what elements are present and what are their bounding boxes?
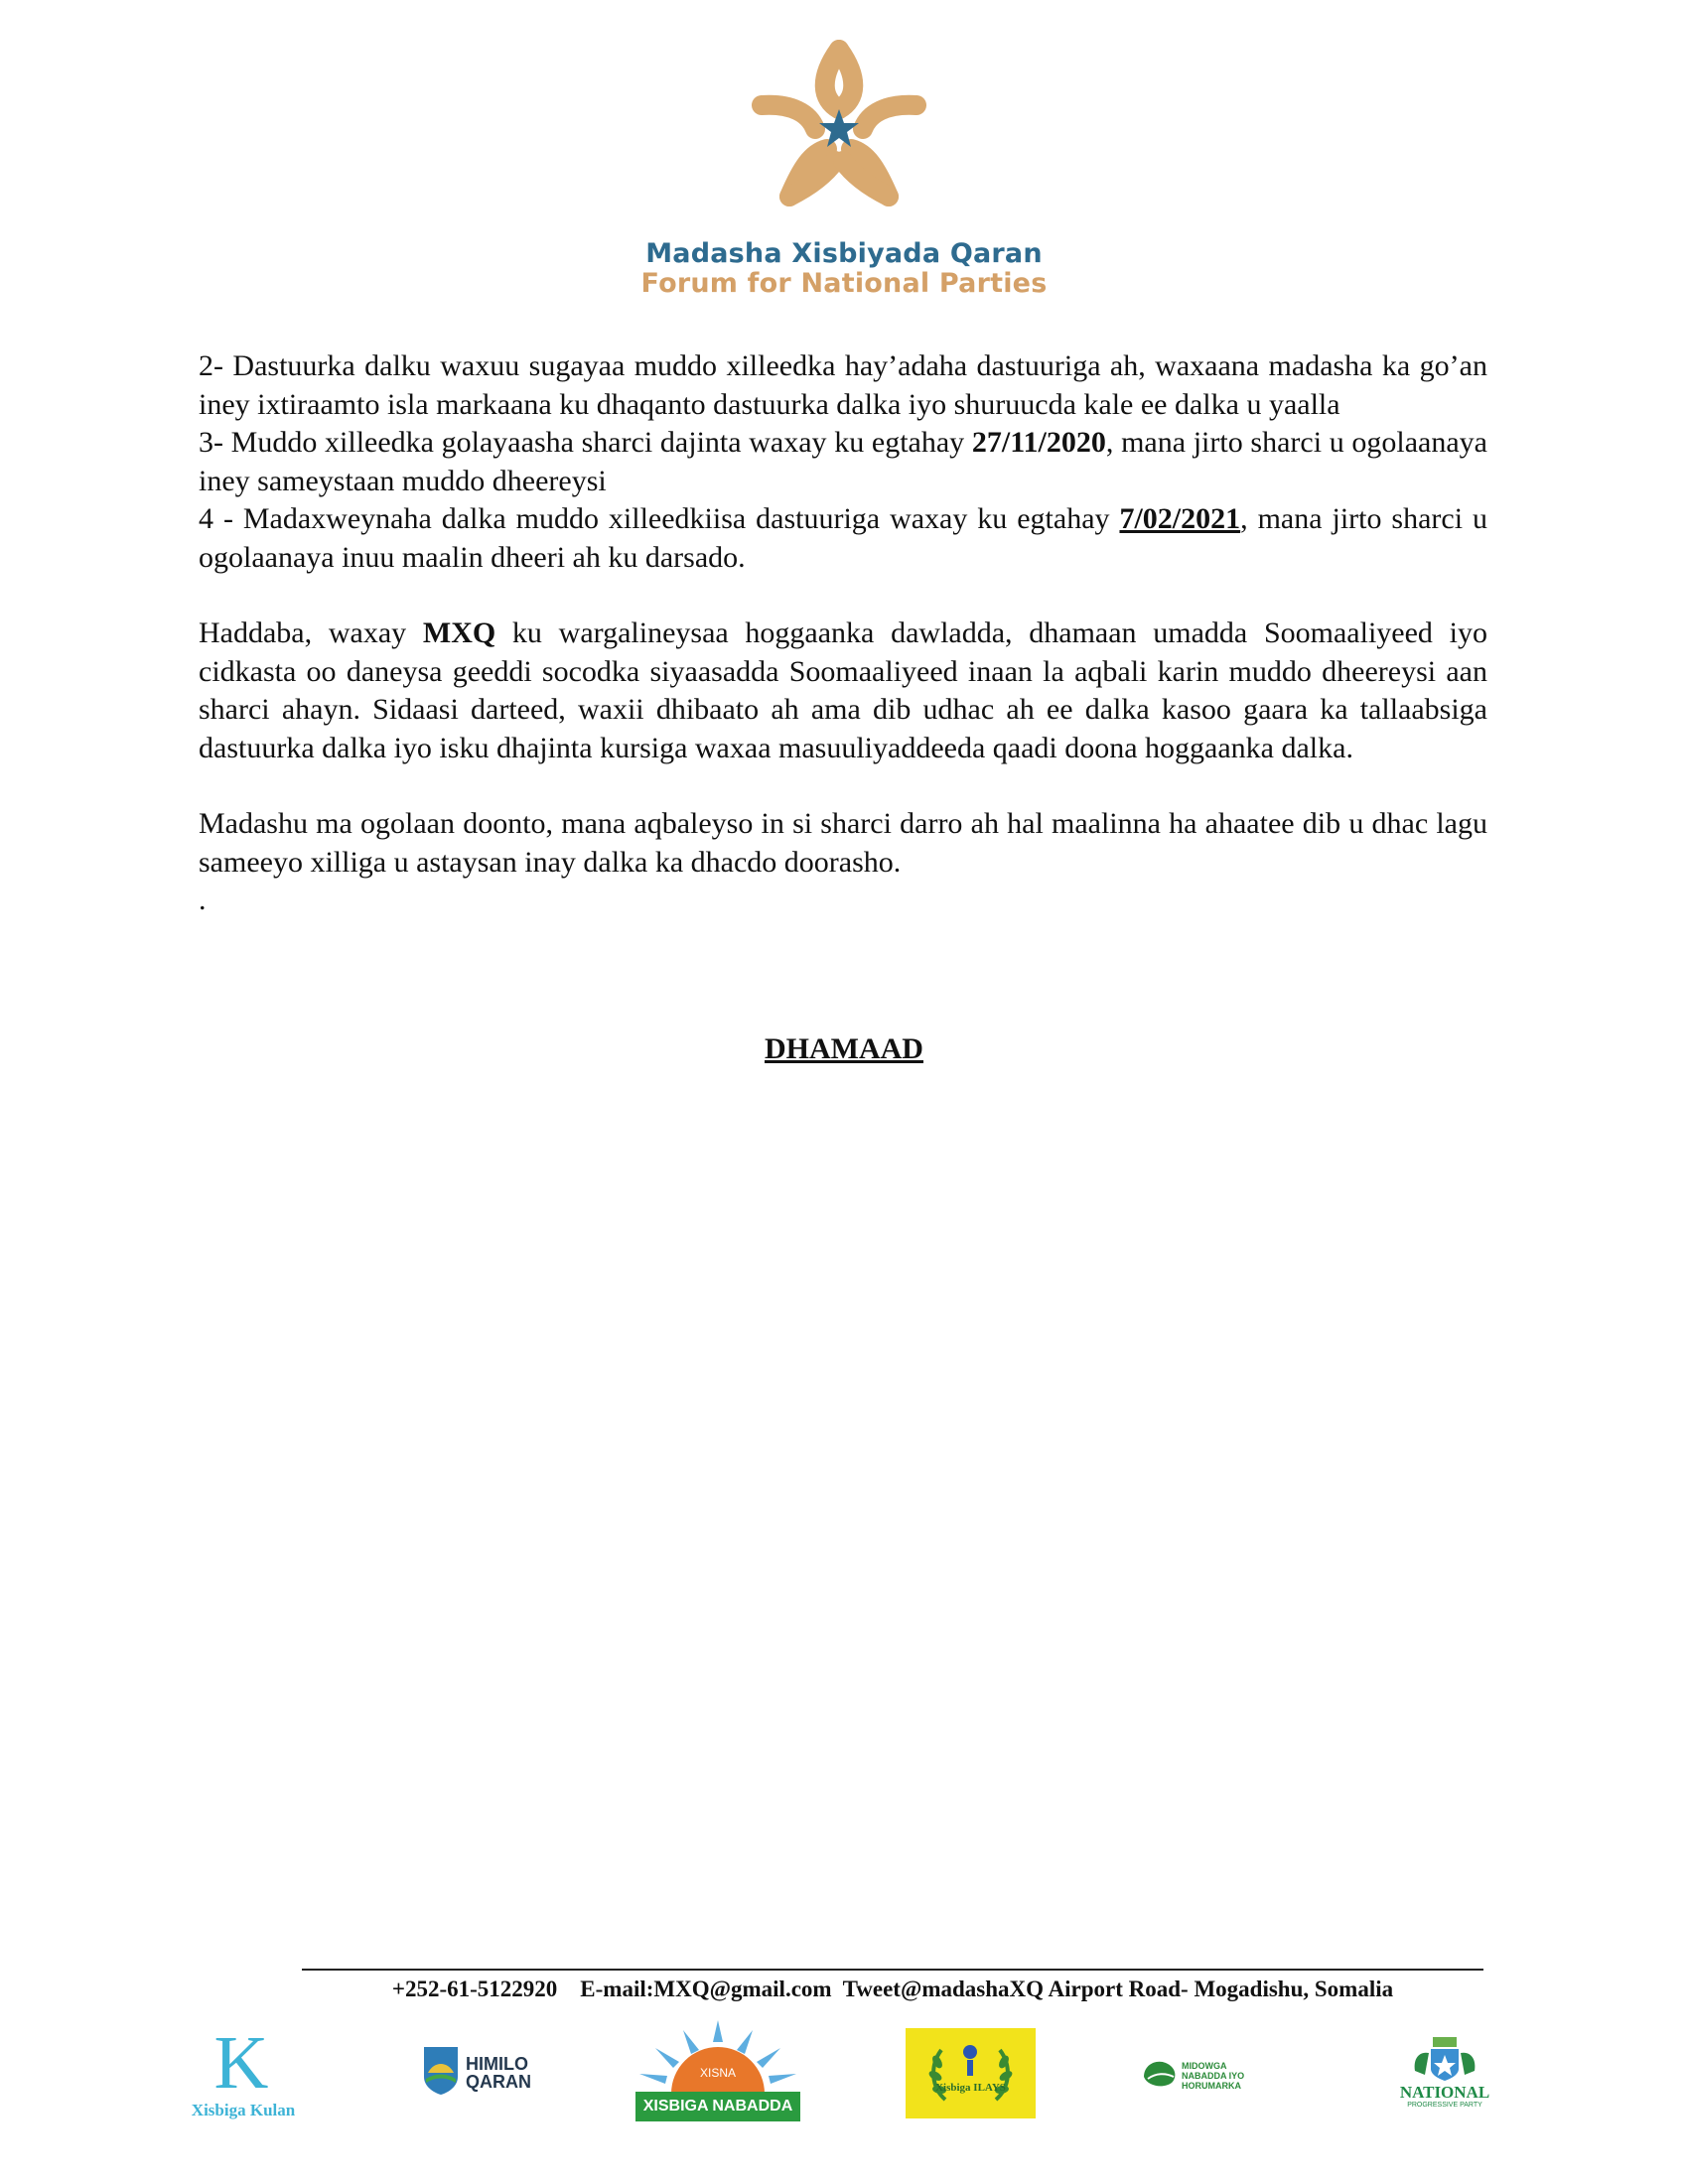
point-4-date: 7/02/2021 <box>1119 502 1241 535</box>
partner-label: HIMILO QARAN <box>466 2054 531 2092</box>
partner-label: XISBIGA NABADDA <box>635 2092 800 2121</box>
ilays-laurel-logo-icon <box>906 2028 1036 2118</box>
statement-body <box>199 347 1487 920</box>
point-2: 2- Dastuurka dalku waxuu sugayaa muddo xilleedka hay’adaha dastuuriga ah, waxaana madasha ka go’an iney ixtiraamto isla markaana ku dhaqanto dastuurka dalka iyo shuruucda kale ee dalka u yaalla <box>199 349 1487 421</box>
paragraph-warning <box>199 614 1487 767</box>
partner-logo-ilays <box>906 2028 1036 2118</box>
partner-logo-kulan <box>189 2021 298 2124</box>
paragraph-warning-rest: ku wargalineysaa hoggaanka dawladda, dhamaan umadda Soomaaliyeed iyo cidkasta oo daneysa geeddi socodka siyaasadda Soomaaliyeed inaan la aqbali karin muddo dheereysi aan sharci ahayn. Sidaasi darteed, waxii dhibaato ah ama dib udhac ah ee dalka kasoo gaara ka tallaabsiga dastuurka dalka iyo isku dhajinta kursiga waxaa masuuliyaddeeda qaadi doona hoggaanka dalka. <box>199 616 1487 764</box>
point-3-text-end: , mana jirto sharci u ogolaanaya iney sameystaan muddo dheereysi <box>199 426 1487 497</box>
paragraph-gap <box>199 577 1487 614</box>
partner-sublabel: PROGRESSIVE PARTY <box>1407 2102 1482 2109</box>
footer-contact: +252-61-5122920 E-mail:MXQ@gmail.com Tweet@madashaXQ Airport Road- Mogadishu, Somalia <box>391 1977 1394 2001</box>
midowga-logo-icon <box>1140 2055 1180 2091</box>
kulan-logo-icon: K <box>213 2021 269 2105</box>
mxq-acronym: MXQ <box>422 616 496 649</box>
partner-label: MIDOWGA NABADDA IYO HORUMARKA <box>1182 2061 1245 2091</box>
org-name-somali: Madasha Xisbiyada Qaran <box>645 238 1043 269</box>
partner-logo-midowga <box>1140 2055 1269 2095</box>
point-3-date: 27/11/2020 <box>971 426 1106 459</box>
org-name-english: Forum for National Parties <box>640 268 1048 299</box>
partner-label: Xisbiga ILAYS <box>935 2082 1006 2094</box>
himilo-qaran-logo-icon <box>420 2043 462 2097</box>
national-crest-logo-icon <box>1395 2035 1494 2083</box>
trailing-dot: . <box>199 884 207 916</box>
partner-sublabel: XISNA <box>699 2066 736 2080</box>
partner-label: NATIONAL <box>1399 2083 1490 2102</box>
paragraph-gap <box>199 767 1487 805</box>
point-3 <box>199 424 1487 500</box>
partner-label: Xisbiga Kulan <box>191 2101 296 2119</box>
partner-logo-national <box>1395 2035 1494 2124</box>
footer-divider <box>302 1969 1483 1971</box>
paragraph-refusal: Madashu ma ogolaan doonto, mana aqbaleyso in si sharci darro ah hal maalinna ha ahaatee dib u dhac lagu sameeyo xilliga u astaysan inay dalka ka dhacdo doorasho. <box>199 807 1487 879</box>
point-4-text: 4 - Madaxweynaha dalka muddo xilleedkiisa dastuuriga waxay ku egtahay <box>199 502 1120 535</box>
nabadda-sun-logo-icon <box>635 2020 800 2094</box>
partner-logo-nabadda <box>635 2020 804 2119</box>
letterhead-logo <box>0 0 1688 318</box>
paragraph-warning-start: Haddaba, waxay <box>199 616 423 649</box>
point-4 <box>199 500 1487 577</box>
point-3-text: 3- Muddo xilleedka golayaasha sharci dajinta waxay ku egtahay <box>199 426 972 459</box>
star-logo-icon <box>750 38 928 216</box>
point-4-text-end: , mana jirto sharci u ogolaanaya inuu maalin dheeri ah ku darsado. <box>199 502 1488 574</box>
closing-heading: DHAMAAD <box>765 1032 923 1065</box>
partner-logo-himilo-qaran <box>420 2043 539 2113</box>
